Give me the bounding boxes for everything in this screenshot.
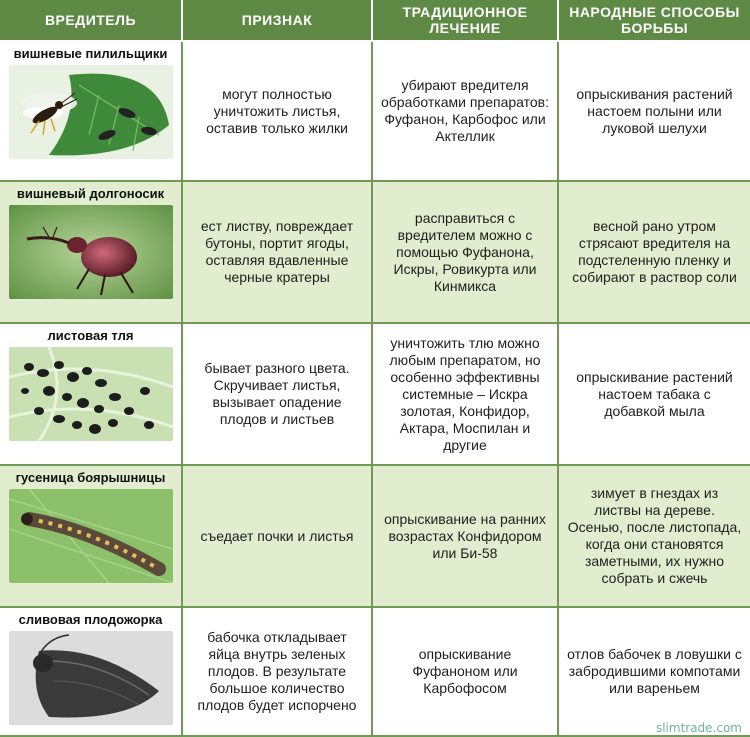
sign-cell: съедает почки и листья xyxy=(182,465,372,607)
aphid-photo xyxy=(9,347,173,441)
pest-name: вишневый долгоносик xyxy=(16,186,165,201)
table-row xyxy=(0,181,750,323)
sign-cell: бабочка откладывает яйца внутрь зеленых плодов. В результате большое количество плодов будет испорчено xyxy=(182,607,372,736)
caterpillar-photo xyxy=(9,489,173,583)
sign-cell: ест листву, повреждает бутоны, портит ягоды, оставляя вдавленные черные кратеры xyxy=(182,181,372,323)
traditional-cell: опрыскивание Фуфаноном или Карбофосом xyxy=(372,607,558,736)
pest-name: сливовая плодожорка xyxy=(18,612,163,627)
table-row xyxy=(0,41,750,181)
folk-cell: зимует в гнездах из листвы на дереве. Осенью, после листопада, когда они становятся заметными, их нужно собрать и сжечь xyxy=(558,465,750,607)
pest-name: гусеница боярышницы xyxy=(15,470,166,485)
pest-name: листовая тля xyxy=(47,328,134,343)
table-row xyxy=(0,323,750,465)
pest-cell xyxy=(0,323,182,465)
watermark-logo: slimtrade.com xyxy=(655,721,742,735)
traditional-cell: уничтожить тлю можно любым препаратом, но особенно эффективны системные – Искра золотая, Конфидор, Актара, Моспилан и другие xyxy=(372,323,558,465)
folk-cell: весной рано утром стрясают вредителя на подстеленную пленку и собирают в раствор соли xyxy=(558,181,750,323)
pest-cell xyxy=(0,465,182,607)
weevil-photo xyxy=(9,205,173,299)
header-pest: ВРЕДИТЕЛЬ xyxy=(0,0,182,41)
sign-cell: бывает разного цвета. Скручивает листья, вызывает опадение плодов и листьев xyxy=(182,323,372,465)
pest-cell xyxy=(0,41,182,181)
table-row xyxy=(0,607,750,736)
pest-cell xyxy=(0,607,182,736)
header-sign: ПРИЗНАК xyxy=(182,0,372,41)
header-traditional: ТРАДИЦИОННОЕ ЛЕЧЕНИЕ xyxy=(372,0,558,41)
folk-cell: опрыскивание растений настоем табака с добавкой мыла xyxy=(558,323,750,465)
sawfly-photo xyxy=(9,65,173,159)
traditional-cell: расправиться с вредителем можно с помощью Фуфанона, Искры, Ровикурта или Кинмикса xyxy=(372,181,558,323)
moth-photo xyxy=(9,631,173,725)
header-row xyxy=(0,0,750,41)
folk-cell: отлов бабочек в ловушки с забродившими компотами или вареньем xyxy=(558,607,750,736)
pest-name: вишневые пилильщики xyxy=(13,46,168,61)
table-row xyxy=(0,465,750,607)
pest-cell xyxy=(0,181,182,323)
folk-cell: опрыскивания растений настоем полыни или луковой шелухи xyxy=(558,41,750,181)
traditional-cell: опрыскивание на ранних возрастах Конфидором или Би-58 xyxy=(372,465,558,607)
header-folk: НАРОДНЫЕ СПОСОБЫ БОРЬБЫ xyxy=(558,0,750,41)
traditional-cell: убирают вредителя обработками препаратов: Фуфанон, Карбофос или Актеллик xyxy=(372,41,558,181)
sign-cell: могут полностью уничтожить листья, оставив только жилки xyxy=(182,41,372,181)
